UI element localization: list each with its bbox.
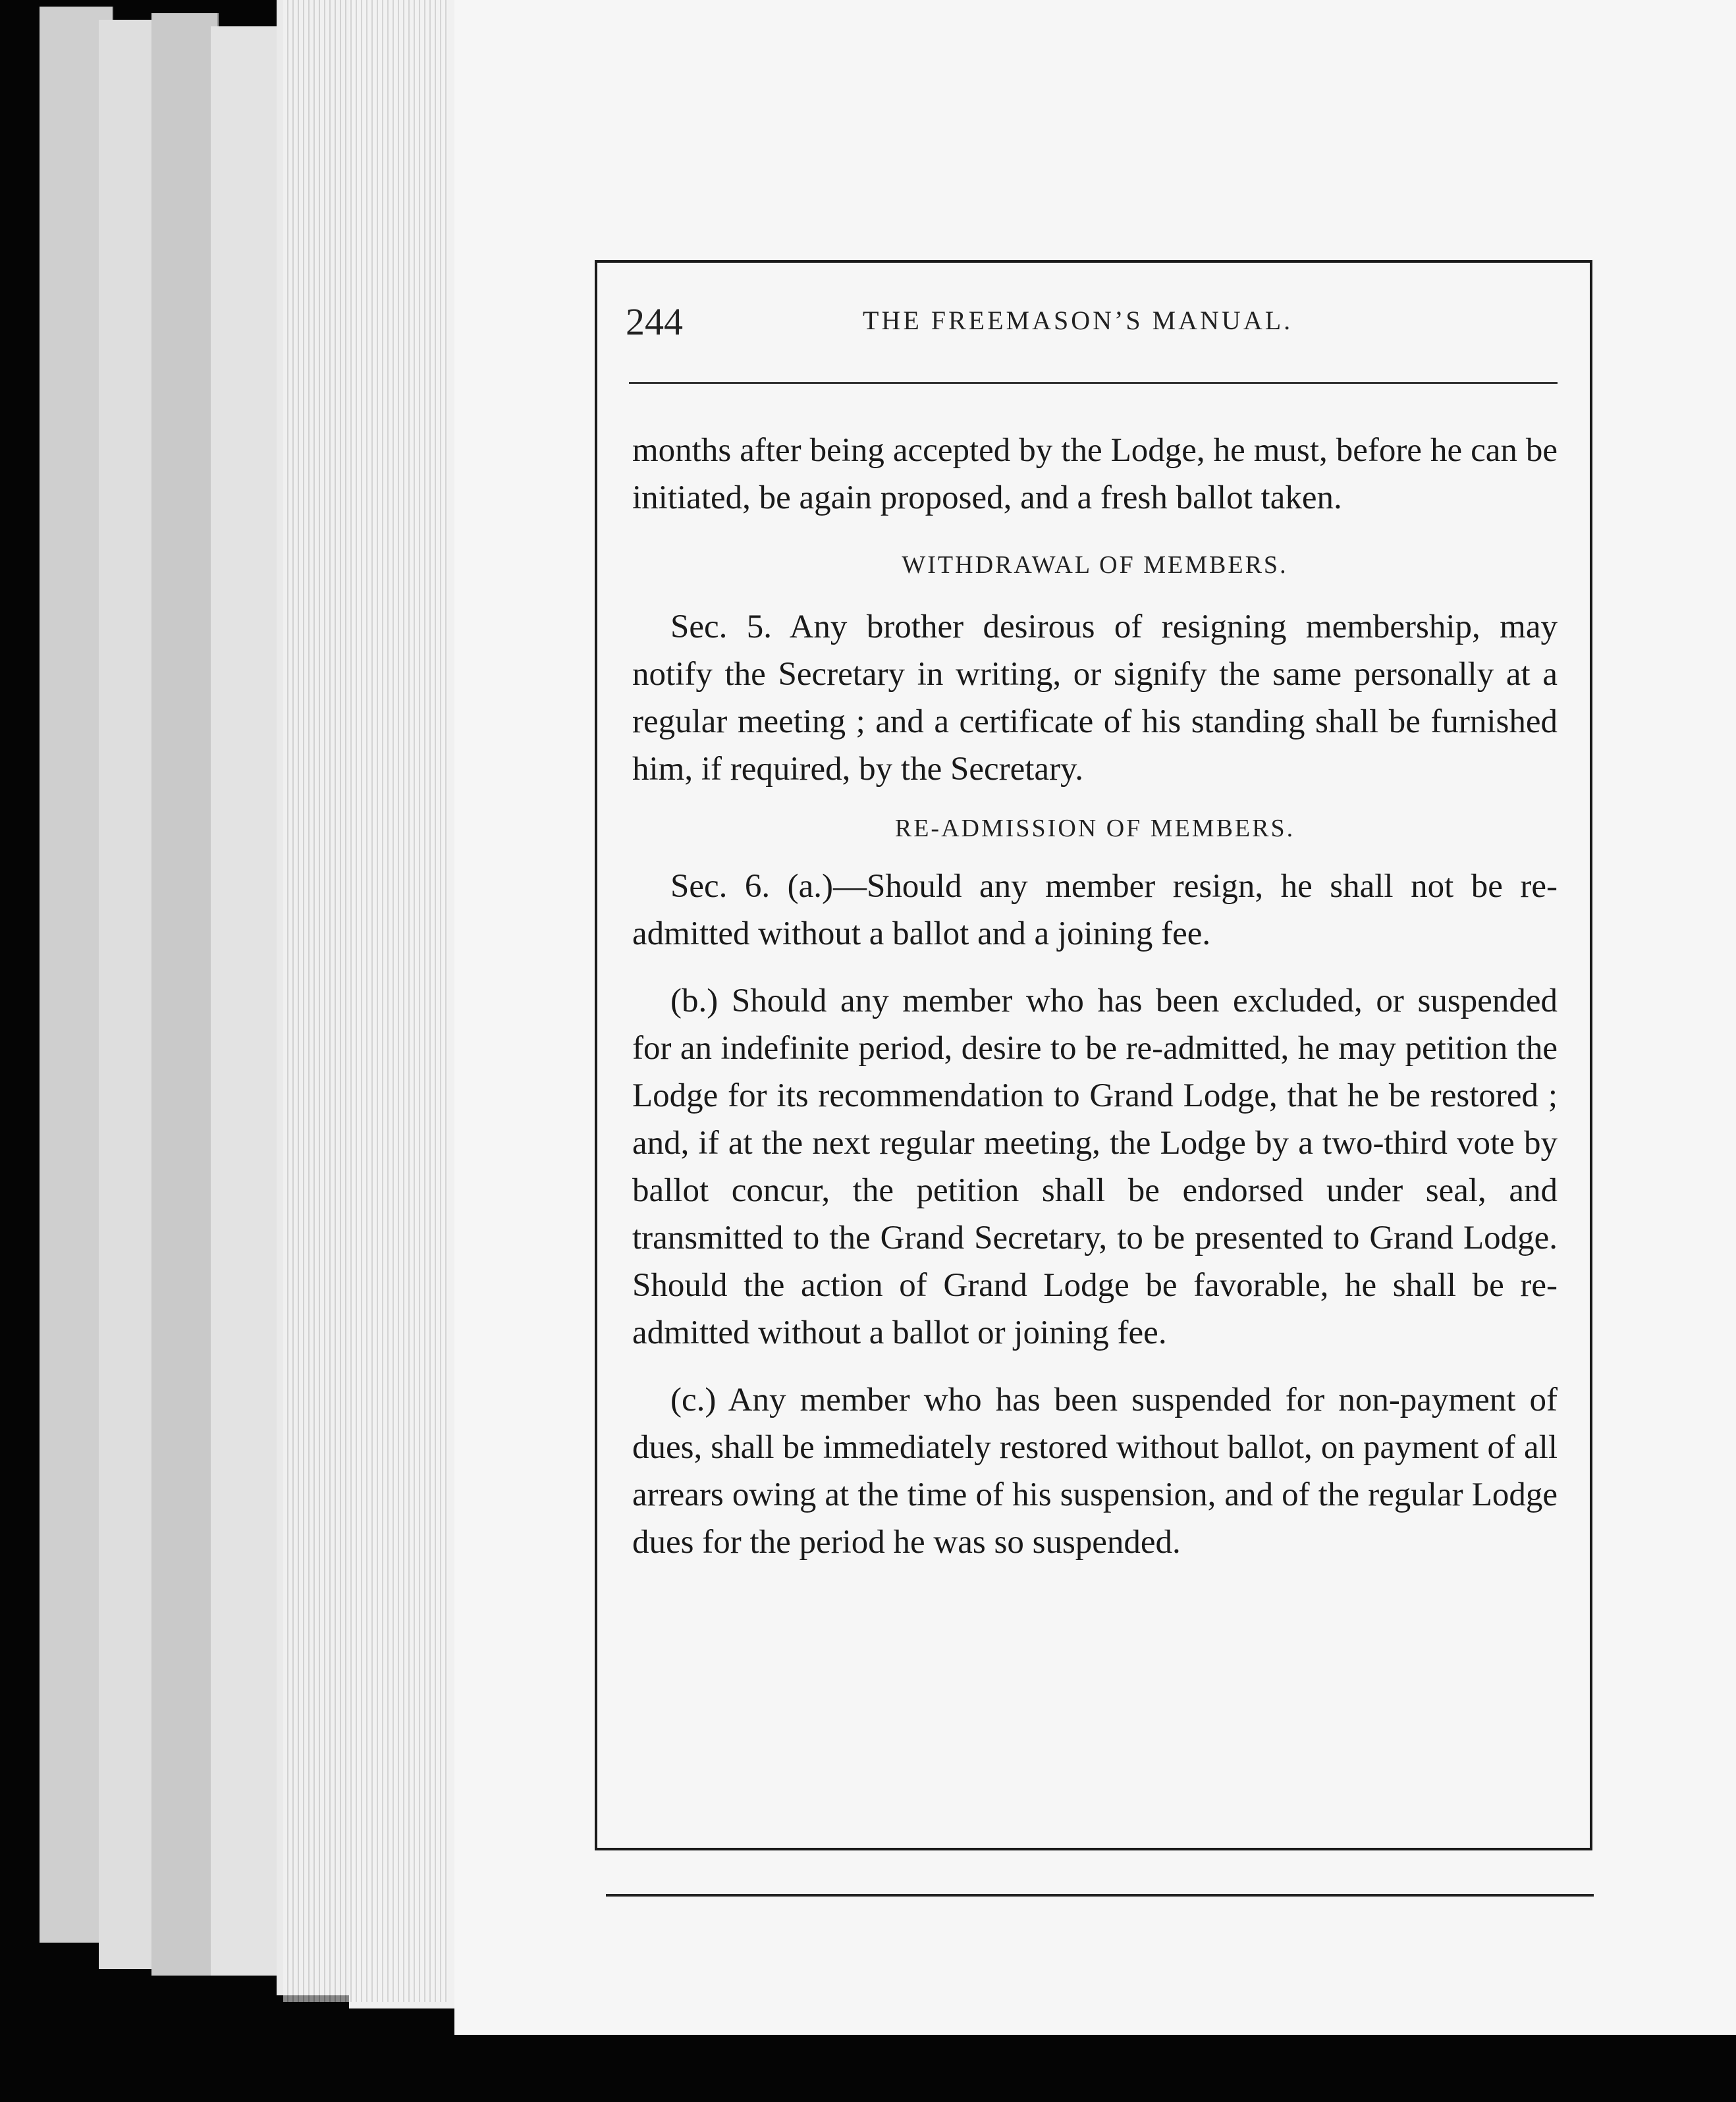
section-heading-withdrawal: WITHDRAWAL OF MEMBERS.: [902, 551, 1288, 579]
section-6b-paragraph: (b.) Should any member who has been excluded, or suspended for an indefinite period, desire to be re-admitted, he may petition the Lodge for its recommendation to Grand Lodge, that he be restored ; and, if at the next regular meeting, the Lodge by a two-third vote by ballot concur, the petition shall be endorsed under seal, and transmitted to the Grand Secretary, to be presented to Grand Lodge. Should the action of Grand Lodge be favorable, he shall be re-admitted without a ballot or joining fee.: [632, 983, 1558, 1351]
continuation-paragraph: months after being accepted by the Lodge, he must, before he can be initiated, be again proposed, and a fresh ballot taken.: [632, 432, 1558, 516]
page-header: [626, 300, 1561, 352]
section-5-paragraph: Sec. 5. Any brother desirous of resigning membership, may notify the Secretary in writing, or signify the same personally at a regular meeting ; and a certificate of his standing shall be furnished him, if required, by the Secretary.: [632, 608, 1558, 788]
section-6a-paragraph: Sec. 6. (a.)—Should any member resign, he shall not be re-admitted without a ballot and a joining fee.: [632, 868, 1558, 952]
header-rule: [629, 382, 1558, 384]
page-edge: [99, 20, 159, 1969]
running-head: THE FREEMASON’S MANUAL.: [863, 306, 1293, 335]
page-number: 244: [626, 300, 683, 343]
page-edge: [211, 26, 285, 1976]
section-heading-readmission: RE-ADMISSION OF MEMBERS.: [894, 815, 1295, 842]
page-edge: [151, 13, 219, 1976]
page-stack-lines: [283, 0, 448, 2002]
footer-rule: [606, 1894, 1594, 1897]
page-body: [632, 427, 1558, 1566]
section-6c-paragraph: (c.) Any member who has been suspended for non-payment of dues, shall be immediately restored without ballot, on payment of all arrears owing at the time of his suspension, and of the regular Lodge dues for the period he was so suspended.: [632, 1382, 1558, 1561]
